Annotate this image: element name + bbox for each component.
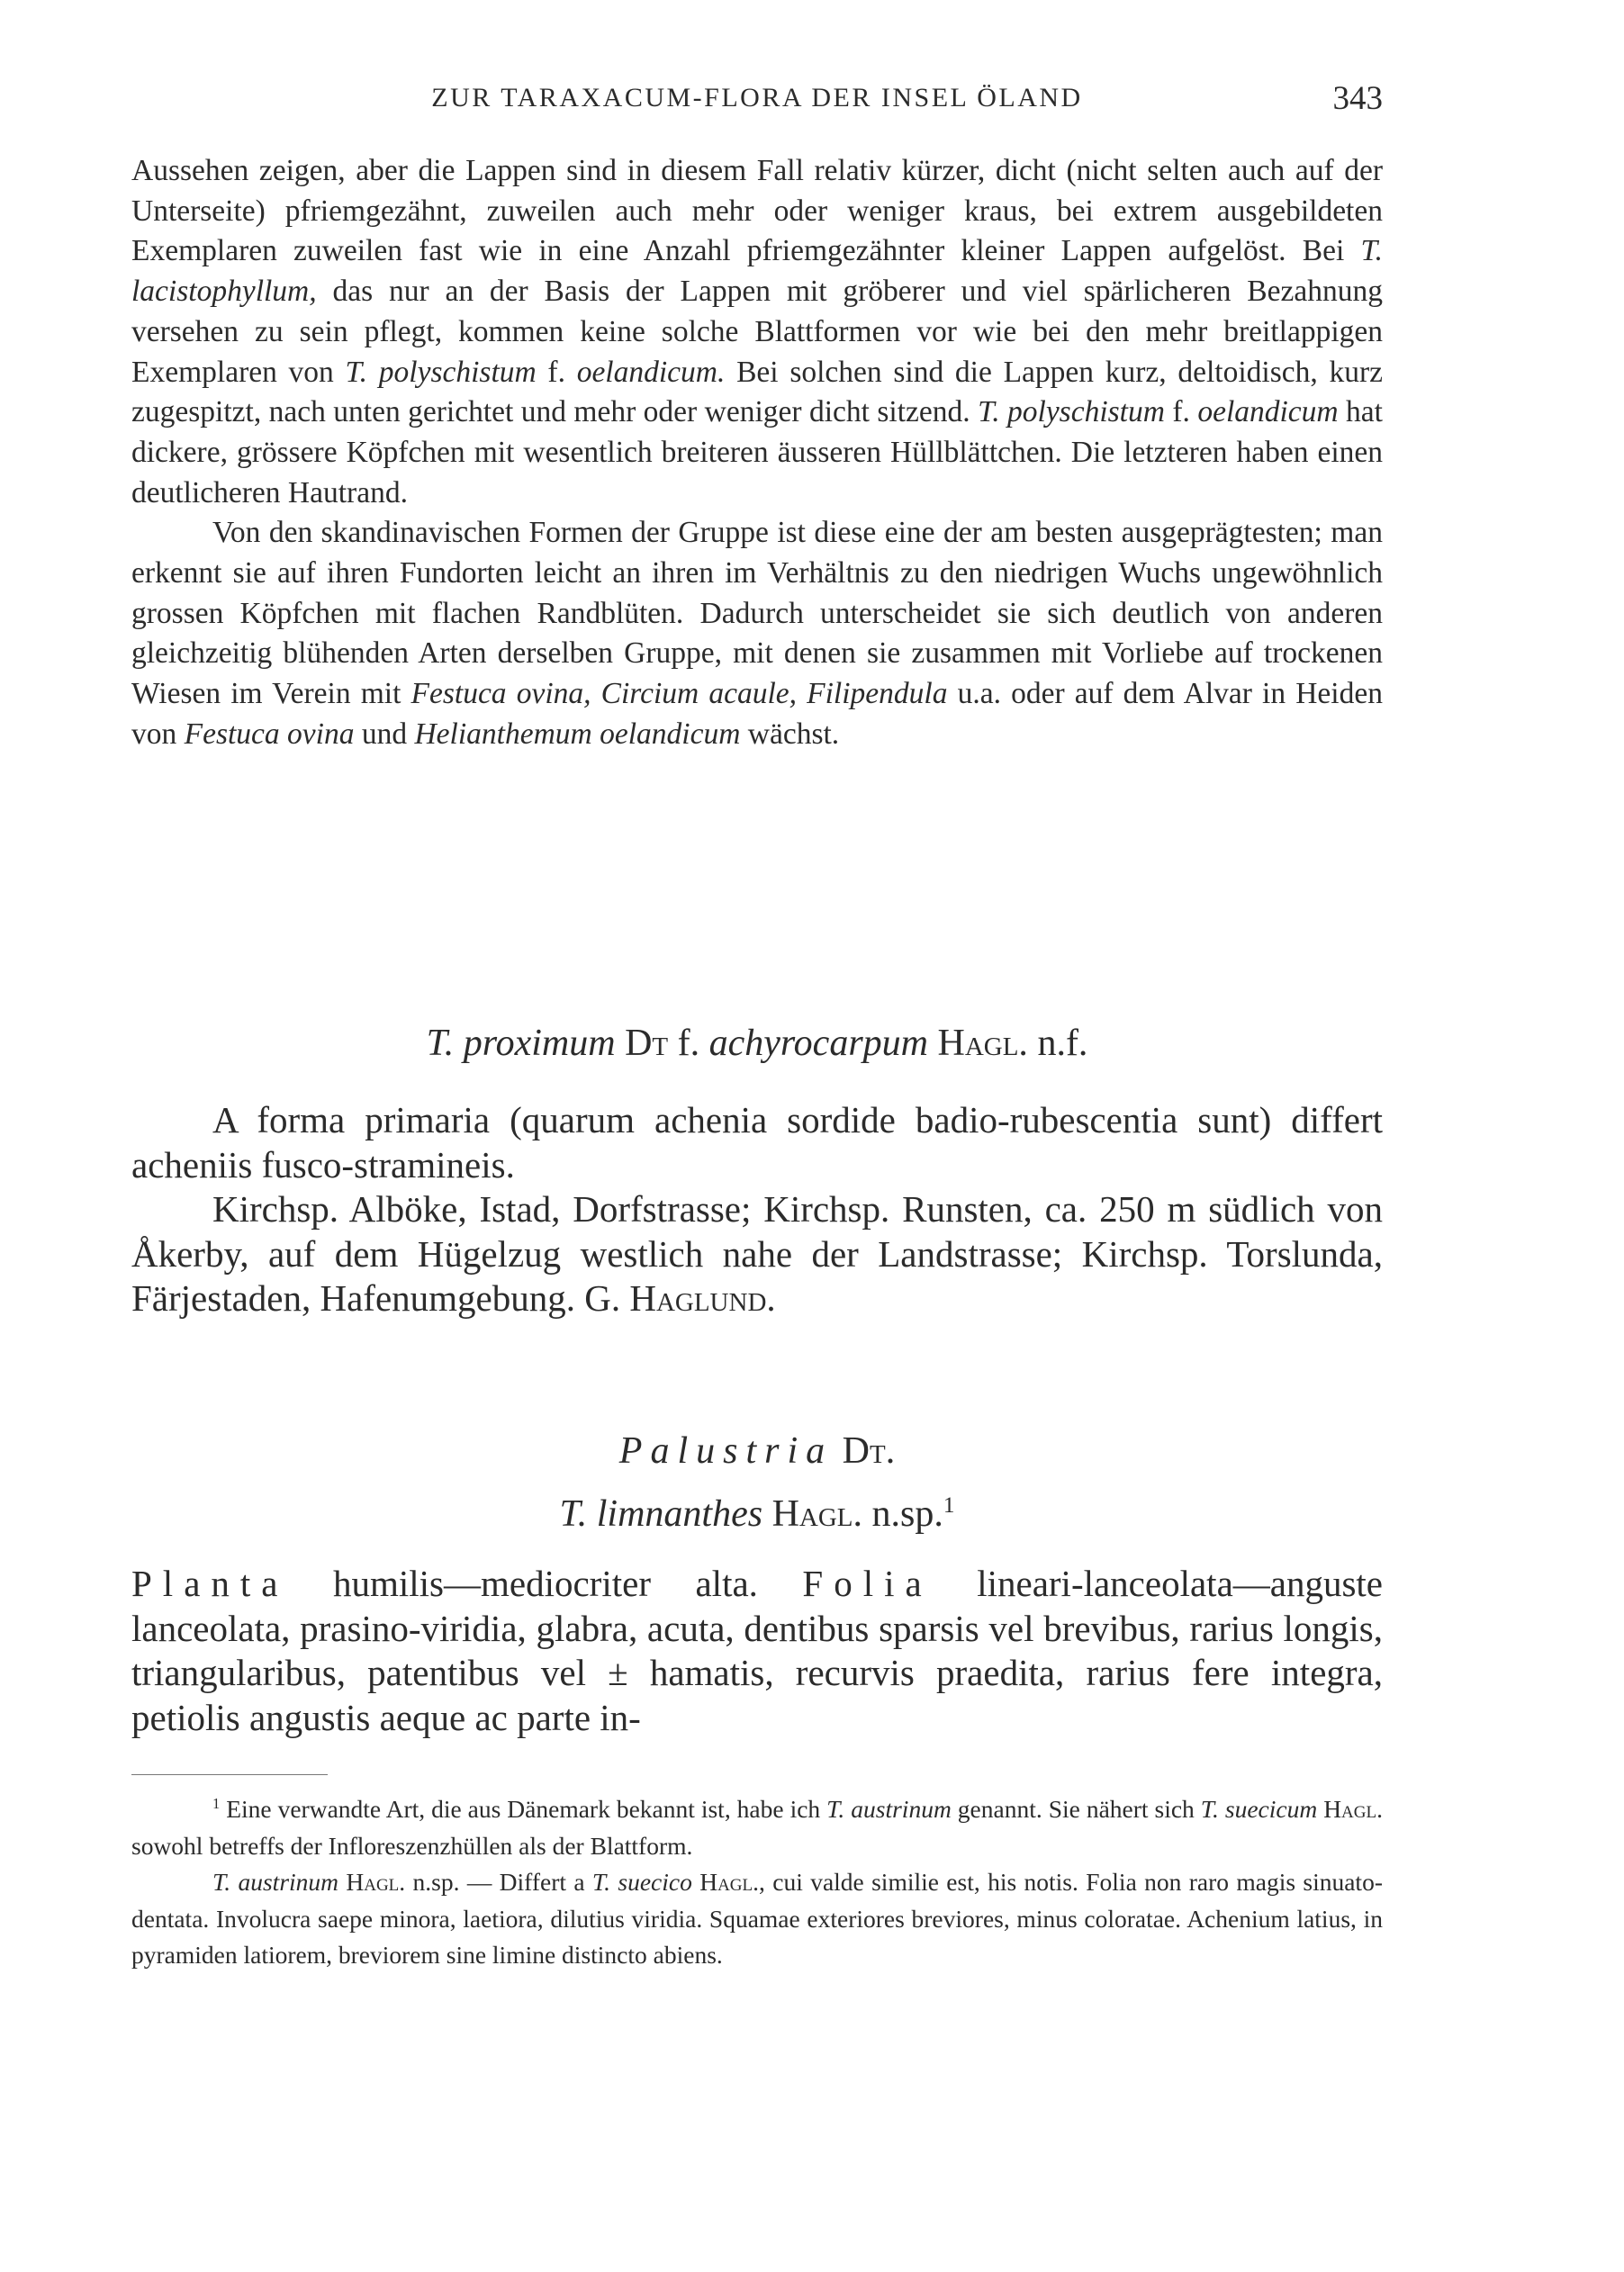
footnotes (131, 1791, 1383, 1974)
section-heading-palustria (131, 1429, 1383, 1473)
collector-name: Haglund. (629, 1277, 776, 1319)
footnote-marker: 1 (212, 1794, 221, 1812)
section-name: Palustria (618, 1430, 834, 1472)
text-run: und (354, 717, 415, 751)
author-abbrev: Dt (615, 1023, 669, 1064)
paragraph: A forma primaria (quarum achenia sordide badio-rubescentia sunt) differt acheniis fusco-stramineis. (131, 1099, 1383, 1186)
paragraph (131, 1187, 1383, 1321)
text-run: , cui valde similie est, his notis. Folia non raro magis sinuato-dentata. Involucra saepe minora, laetiora, dilutius viridia. Squamae exteriores breviores, minus coloratae. Achenium latius, in pyramiden latiorem, breviorem sine limine distincto abiens. (131, 1868, 1383, 1969)
footnote (131, 1864, 1383, 1974)
spaced-term: Planta (131, 1563, 289, 1604)
text-run: hat dickere, grössere Köpfchen mit wesentlich breiteren äusseren Hüllblättchen. Die letzteren haben einen deutlicheren Hautrand. (131, 395, 1383, 509)
running-title: ZUR TARAXACUM-FLORA DER INSEL ÖLAND (431, 83, 1083, 113)
text-run: u.a. oder auf dem Alvar in Heiden von (131, 677, 1383, 751)
text-run: lineari-lanceolata—anguste lanceolata, prasino-viridia, glabra, acuta, dentibus sparsis vel brevibus, rarius longis, triangularibus, patentibus vel ± hamatis, recurvis praedita, rarius fere integra, petiolis angustis aeque ac parte in- (131, 1563, 1384, 1738)
text-run: Eine verwandte Art, die aus Dänemark bekannt ist, habe ich (220, 1795, 827, 1823)
taxon-name: T. austrinum (212, 1868, 339, 1896)
author-abbrev: Hagl. (691, 1868, 760, 1896)
footnote-marker: 1 (943, 1493, 955, 1518)
text-run: sowohl betreffs der Infloreszenzhüllen als der Blattform. (131, 1831, 693, 1860)
text-run: f. (536, 355, 577, 389)
footnote (131, 1791, 1383, 1864)
taxon-name: Festuca ovina (184, 717, 355, 751)
text-run: f. (668, 1023, 709, 1064)
page-number: 343 (1332, 80, 1383, 117)
author-abbrev: Hagl. (762, 1493, 863, 1535)
spaced-term: Folia (802, 1563, 933, 1604)
taxon-name: T. polyschistum (345, 355, 537, 389)
text-run: Bei solchen sind die Lappen kurz, deltoidisch, kurz zugespitzt, nach unten gerichtet und mehr oder weniger dicht sitzend. (131, 355, 1383, 429)
taxon-name: oelandicum (1197, 395, 1339, 429)
taxon-name: T. lacistophyllum, (131, 234, 1383, 309)
taxon-name: oelandicum. (576, 355, 726, 389)
taxon-name: T. limnanthes (559, 1493, 763, 1535)
taxon-name: T. suecico (591, 1868, 692, 1896)
taxon-name: Festuca ovina, Circium acaule, Filipendula (411, 677, 948, 711)
paragraph (131, 513, 1383, 754)
taxon-name: Helianthemum oelandicum (414, 717, 741, 751)
text-run: humilis—mediocriter alta. (288, 1563, 803, 1604)
text-run: Kirchsp. Alböke, Istad, Dorfstrasse; Kirchsp. Runsten, ca. 250 m südlich von Åkerby, auf dem Hügelzug westlich nahe der Landstrasse; Kirchsp. Torslunda, Färjestaden, Hafenumgebung. G. (131, 1188, 1383, 1319)
proximum-description (131, 1098, 1383, 1321)
text-run: Aussehen zeigen, aber die Lappen sind in diesem Fall relativ kürzer, dicht (nicht selten auch auf der Unterseite) pfriemgezähnt, zuweilen auch mehr oder weniger kraus, bei extrem ausgebildeten Exemplaren zuweilen fast wie in eine Anzahl pfriemgezähnter kleiner Lappen aufgelöst. Bei (131, 154, 1383, 268)
text-run: f. (1164, 395, 1198, 429)
limnanthes-description (131, 1562, 1383, 1740)
taxon-name: T. proximum (426, 1023, 616, 1064)
text-run: n.f. (1027, 1023, 1088, 1064)
taxon-name: T. austrinum (826, 1795, 952, 1823)
text-run: genannt. Sie nähert sich (951, 1795, 1201, 1823)
author-abbrev: Dt. (833, 1430, 896, 1472)
taxon-name: T. polyschistum (978, 395, 1165, 429)
text-run: wächst. (740, 717, 840, 751)
taxon-name: T. suecicum (1200, 1795, 1318, 1823)
author-abbrev: Hagl. (1317, 1795, 1383, 1823)
text-run: n.sp. (862, 1493, 943, 1535)
text-run: Von den skandinavischen Formen der Gruppe ist diese eine der am besten ausgeprägtesten; man erkennt sie auf ihren Fundorten leicht an ihren im Verhältnis zu den niedrigen Wuchs ungewöhnlich grossen Köpfchen mit flachen Randblüten. Dadurch unterscheidet sie sich deutlich von anderen gleichzeitig blühenden Arten derselben Gruppe, mit denen sie zusammen mit Vorliebe auf trockenen Wiesen im Verein mit (131, 516, 1383, 711)
taxon-name: achyrocarpum (708, 1023, 928, 1064)
text-run: n.sp. — Differt a (405, 1868, 592, 1896)
text-run: das nur an der Basis der Lappen mit gröberer und viel spärlicheren Bezahnung versehen zu sein pflegt, kommen keine solche Blattformen vor wie bei den mehr breitlappigen Exemplaren von (131, 275, 1383, 389)
footnote-divider (131, 1774, 328, 1775)
section-heading-proximum (131, 1022, 1383, 1065)
paragraph (131, 151, 1383, 513)
running-head (131, 80, 1383, 128)
section-heading-limnanthes (131, 1492, 1383, 1536)
author-abbrev: Hagl. (928, 1023, 1028, 1064)
author-abbrev: Hagl. (338, 1868, 406, 1896)
paragraph (131, 1562, 1383, 1740)
description-continued (131, 151, 1383, 755)
